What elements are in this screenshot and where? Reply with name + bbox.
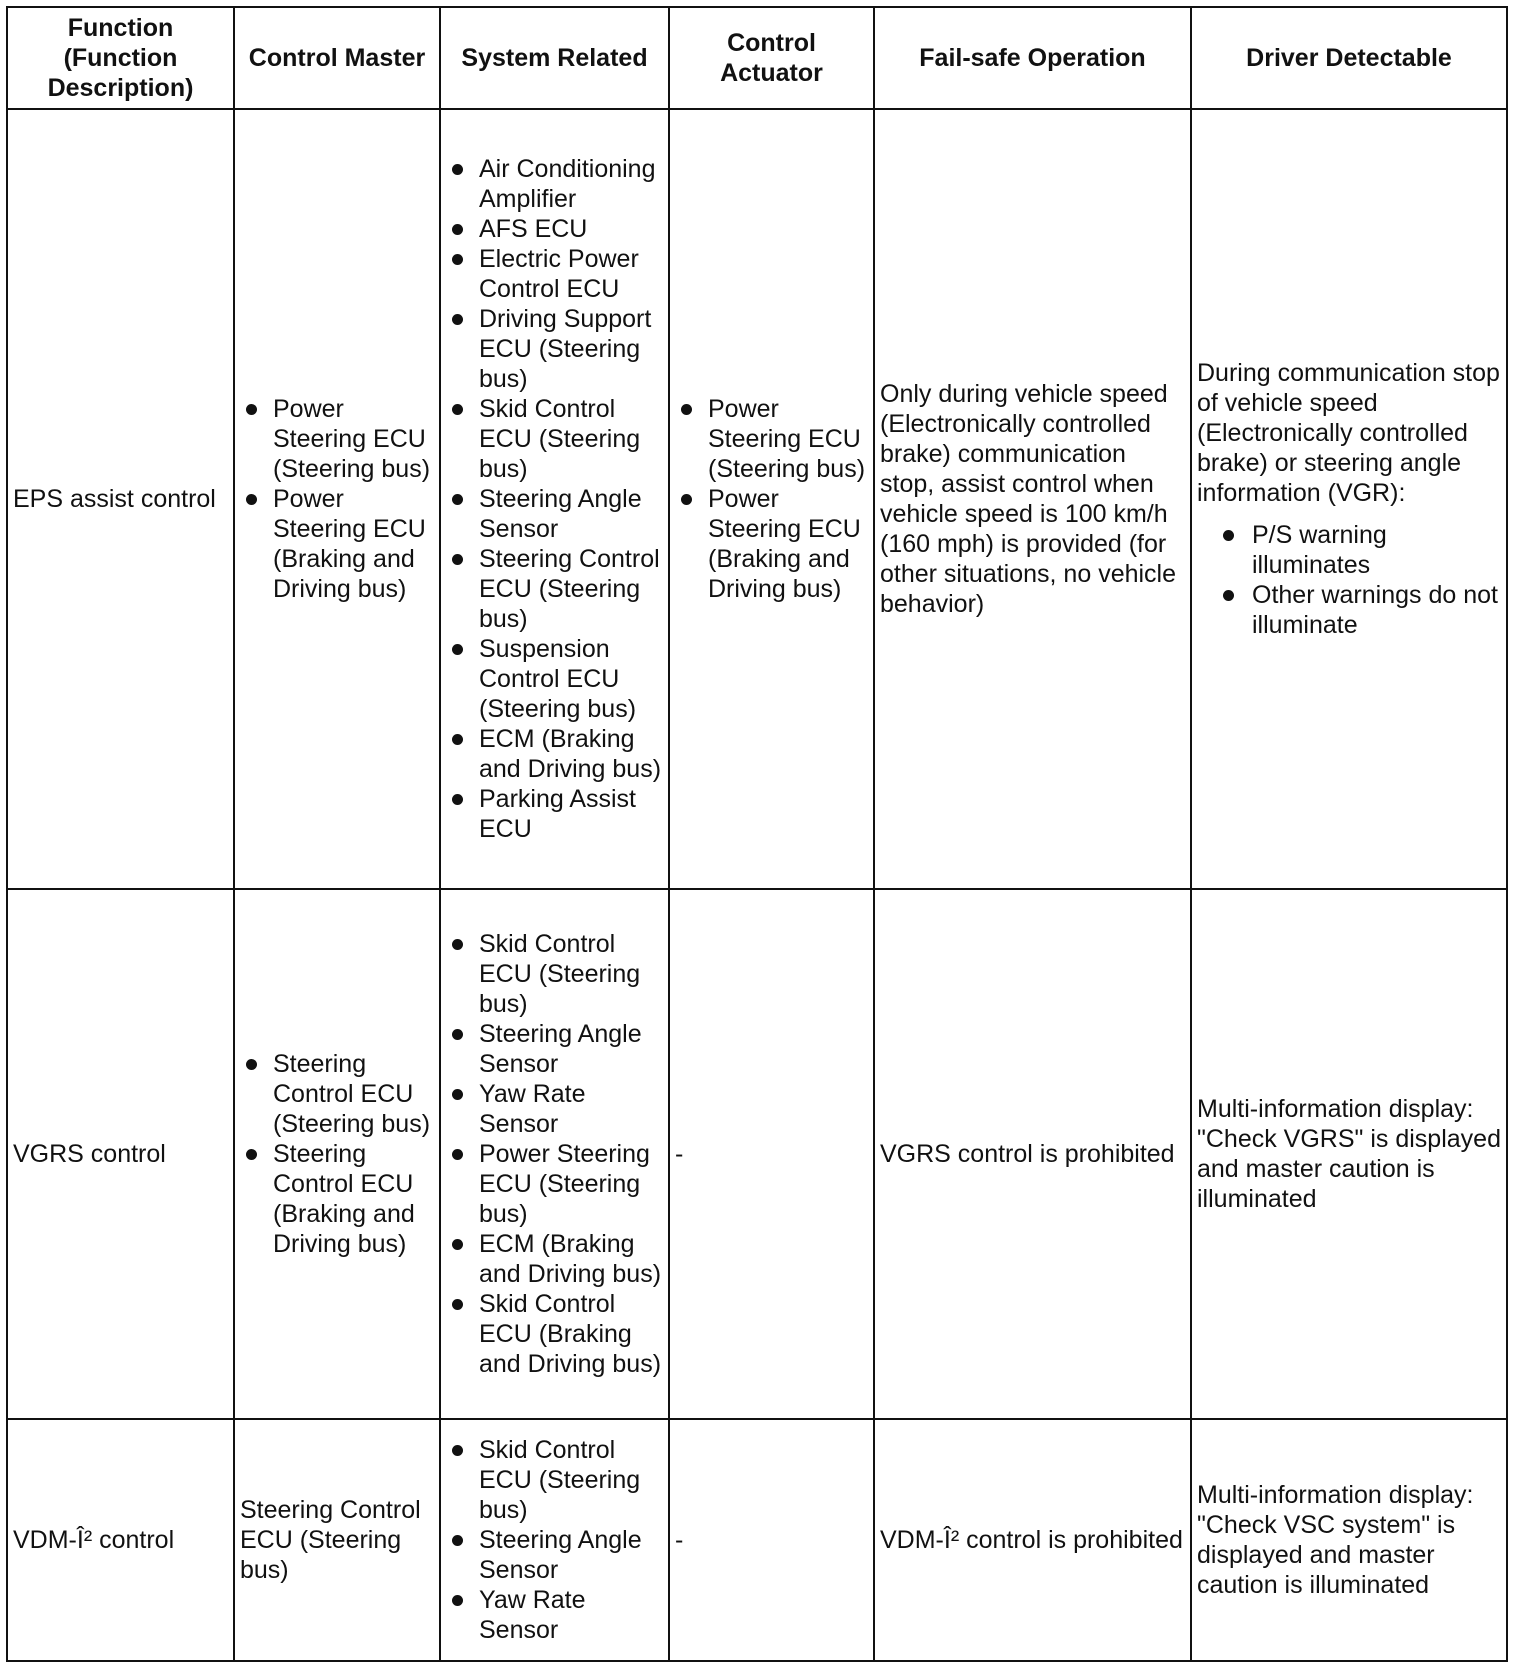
header-system-related: System Related — [440, 7, 669, 109]
function-cell: VDM-Î² control — [7, 1419, 234, 1661]
list-item: Other warnings do not illuminate — [1252, 580, 1501, 640]
driver-detectable-cell — [1191, 109, 1507, 889]
fail-safe-cell: VGRS control is prohibited — [874, 889, 1191, 1419]
fail-safe-cell: Only during vehicle speed (Electronically controlled brake) communication stop, assist control when vehicle speed is 100 km/h (160 mph) is provided (for other situations, no vehicle behavior) — [874, 109, 1191, 889]
system-related-list — [446, 1435, 663, 1645]
list-item: Power Steering ECU (Braking and Driving bus) — [708, 484, 868, 604]
control-master-cell — [234, 109, 440, 889]
header-control-master: Control Master — [234, 7, 440, 109]
table-row — [7, 889, 1507, 1419]
function-cell: EPS assist control — [7, 109, 234, 889]
driver-detectable-cell: Multi-information display: "Check VSC system" is displayed and master caution is illuminated — [1191, 1419, 1507, 1661]
list-item: Power Steering ECU (Steering bus) — [273, 394, 434, 484]
list-item: AFS ECU — [479, 214, 663, 244]
system-related-list — [446, 154, 663, 844]
header-fail-safe: Fail-safe Operation — [874, 7, 1191, 109]
control-actuator-cell: - — [669, 1419, 874, 1661]
list-item: Skid Control ECU (Steering bus) — [479, 394, 663, 484]
control-actuator-cell: - — [669, 889, 874, 1419]
control-master-cell: Steering Control ECU (Steering bus) — [234, 1419, 440, 1661]
control-master-cell — [234, 889, 440, 1419]
list-item: Steering Control ECU (Steering bus) — [273, 1049, 434, 1139]
list-item: Skid Control ECU (Steering bus) — [479, 929, 663, 1019]
driver-detectable-text: During communication stop of vehicle speed (Electronically controlled brake) or steering angle information (VGR): — [1197, 359, 1500, 507]
list-item: P/S warning illuminates — [1252, 520, 1501, 580]
list-item: Power Steering ECU (Steering bus) — [708, 394, 868, 484]
header-row — [7, 7, 1507, 109]
list-item: Parking Assist ECU — [479, 784, 663, 844]
list-item: Steering Angle Sensor — [479, 1019, 663, 1079]
list-item: ECM (Braking and Driving bus) — [479, 725, 662, 783]
list-item: Steering Control ECU (Steering bus) — [479, 544, 663, 634]
header-control-actuator: Control Actuator — [669, 7, 874, 109]
control-master-list — [240, 1049, 434, 1259]
driver-detectable-list — [1197, 520, 1501, 640]
list-item: Power Steering ECU (Steering bus) — [479, 1139, 663, 1229]
list-item: Yaw Rate Sensor — [479, 1079, 663, 1139]
table-row — [7, 109, 1507, 889]
control-actuator-list — [675, 394, 868, 604]
driver-detectable-cell: Multi-information display: "Check VGRS" is displayed and master caution is illuminated — [1191, 889, 1507, 1419]
table-row — [7, 1419, 1507, 1661]
list-item: Power Steering ECU (Braking and Driving bus) — [273, 484, 434, 604]
list-item: Suspension Control ECU (Steering bus) — [479, 634, 663, 724]
list-item: ECM (Braking and Driving bus) — [479, 1230, 662, 1288]
system-related-cell — [440, 889, 669, 1419]
header-driver-detectable: Driver Detectable — [1191, 7, 1507, 109]
list-item: Skid Control ECU (Steering bus) — [479, 1435, 663, 1525]
list-item: Air Conditioning Amplifier — [479, 154, 663, 214]
control-master-list — [240, 394, 434, 604]
header-function: Function (Function Description) — [7, 7, 234, 109]
list-item: Steering Angle Sensor — [479, 484, 663, 544]
list-item: Steering Control ECU (Braking and Driving bus) — [273, 1139, 434, 1259]
list-item: Electric Power Control ECU — [479, 244, 663, 304]
system-related-cell — [440, 109, 669, 889]
system-related-list — [446, 929, 663, 1379]
function-cell: VGRS control — [7, 889, 234, 1419]
list-item: Driving Support ECU (Steering bus) — [479, 304, 663, 394]
fail-safe-cell: VDM-Î² control is prohibited — [874, 1419, 1191, 1661]
control-actuator-cell — [669, 109, 874, 889]
function-spec-table — [6, 6, 1508, 1662]
list-item: Steering Angle Sensor — [479, 1525, 663, 1585]
list-item: Skid Control ECU (Braking and Driving bus) — [479, 1290, 662, 1378]
list-item: Yaw Rate Sensor — [479, 1585, 663, 1645]
system-related-cell — [440, 1419, 669, 1661]
